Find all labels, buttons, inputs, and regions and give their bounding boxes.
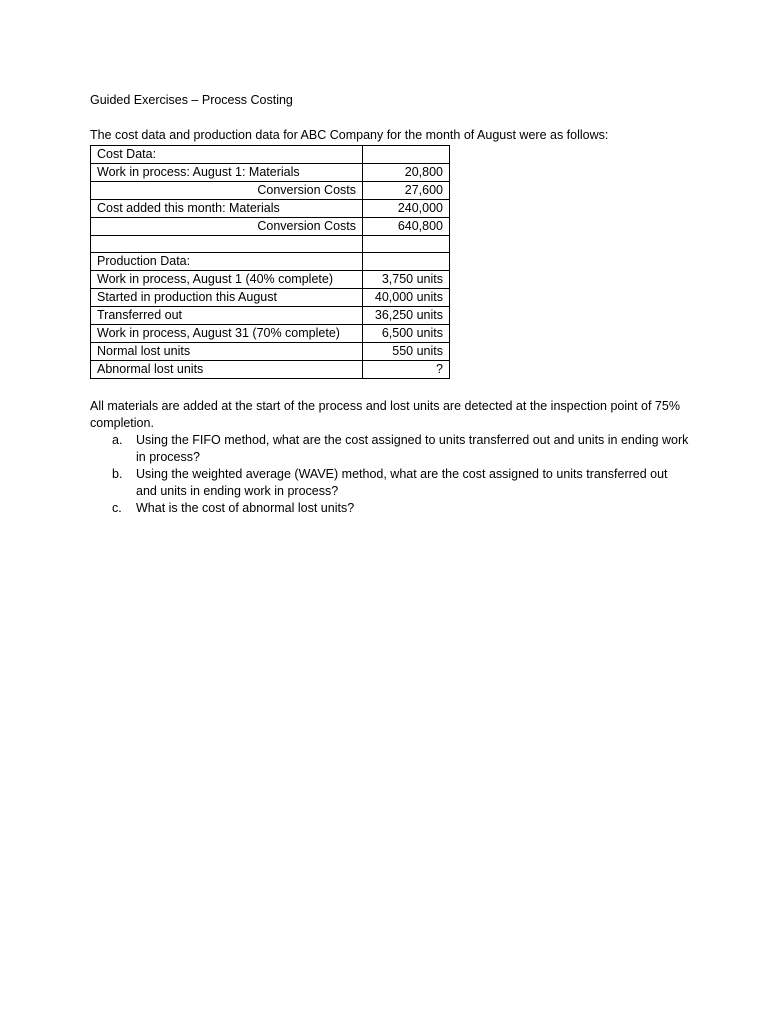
table-cell-label: Started in production this August: [91, 289, 363, 307]
table-cell-label: Cost Data:: [91, 146, 363, 164]
table-cell-value: 20,800: [363, 164, 450, 182]
table-row: [91, 325, 450, 343]
question-marker: b.: [112, 467, 123, 481]
question-marker: a.: [112, 433, 123, 447]
table-cell-label: [91, 236, 363, 253]
table-cell-label: Normal lost units: [91, 343, 363, 361]
table-cell-label: Work in process: August 1: Materials: [91, 164, 363, 182]
table-row: [91, 289, 450, 307]
table-cell-value: [363, 146, 450, 164]
table-cell-label: Cost added this month: Materials: [91, 200, 363, 218]
table-cell-label: Conversion Costs: [91, 218, 363, 236]
table-cell-value: [363, 236, 450, 253]
table-cell-label: Abnormal lost units: [91, 361, 363, 379]
table-cell-value: ?: [363, 361, 450, 379]
question-list: [90, 432, 690, 517]
question-item: [90, 432, 690, 466]
table-cell-label: Work in process, August 1 (40% complete): [91, 271, 363, 289]
table-cell-value: 640,800: [363, 218, 450, 236]
question-text: What is the cost of abnormal lost units?: [136, 501, 355, 515]
table-cell-label: Transferred out: [91, 307, 363, 325]
page-title: Guided Exercises – Process Costing: [90, 93, 293, 107]
table-row: [91, 218, 450, 236]
table-row: [91, 307, 450, 325]
table-cell-label: Production Data:: [91, 253, 363, 271]
table-row: [91, 271, 450, 289]
table-cell-value: 6,500 units: [363, 325, 450, 343]
table-row: [91, 361, 450, 379]
question-marker: c.: [112, 501, 122, 515]
table-row: [91, 253, 450, 271]
table-row: [91, 182, 450, 200]
table-row: [91, 164, 450, 182]
table-row: [91, 236, 450, 253]
table-cell-value: 27,600: [363, 182, 450, 200]
question-text: Using the FIFO method, what are the cost assigned to units transferred out and units in ending work in process?: [136, 433, 689, 464]
closing-paragraph: All materials are added at the start of the process and lost units are detected at the inspection point of 75% completion.: [90, 399, 680, 430]
cost-production-table: [90, 145, 450, 379]
table-cell-value: 3,750 units: [363, 271, 450, 289]
intro-paragraph: The cost data and production data for ABC Company for the month of August were as follows:: [90, 128, 609, 142]
table-cell-value: 240,000: [363, 200, 450, 218]
table-row: [91, 343, 450, 361]
table-cell-value: 36,250 units: [363, 307, 450, 325]
table-cell-value: 40,000 units: [363, 289, 450, 307]
table-cell-value: [363, 253, 450, 271]
table-body: [91, 146, 450, 379]
table-cell-value: 550 units: [363, 343, 450, 361]
table-row: [91, 200, 450, 218]
question-text: Using the weighted average (WAVE) method, what are the cost assigned to units transferred out and units in ending work in process?: [136, 467, 668, 498]
question-item: [90, 500, 690, 517]
question-item: [90, 466, 690, 500]
table-row: [91, 146, 450, 164]
table-cell-label: Work in process, August 31 (70% complete): [91, 325, 363, 343]
table-cell-label: Conversion Costs: [91, 182, 363, 200]
